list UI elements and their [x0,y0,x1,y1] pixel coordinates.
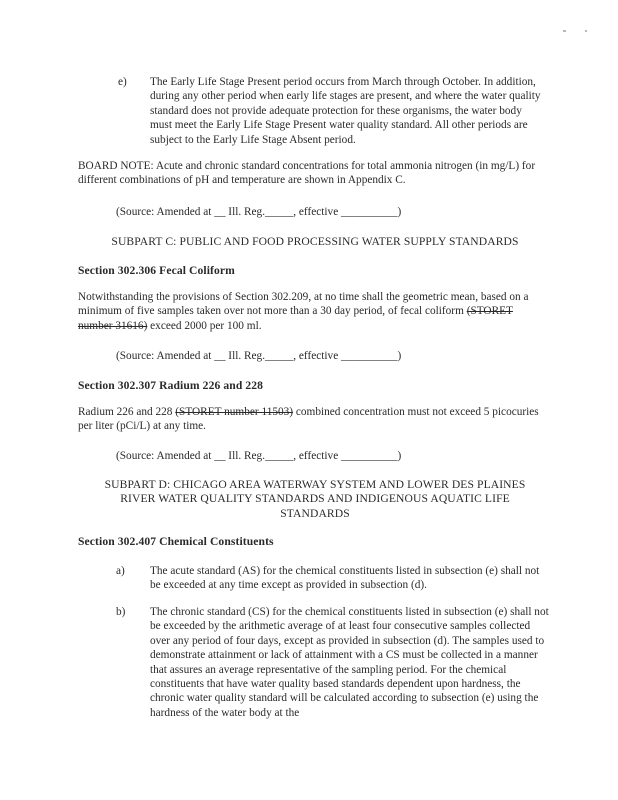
section-302-307-text-end: combined concentration must not exceed 5 picocuries per liter (pCi/L) at any time. [78,406,539,433]
deleted-storet-number: (STORET number 11503) [175,406,294,418]
section-302-306-text-end: exceed 2000 per 100 ml. [147,319,262,332]
section-302-307-text [78,405,548,434]
section-302-307-text-start: Radium 226 and 228 [78,406,176,418]
section-302-307-heading: Section 302.307 Radium 226 and 228 [78,379,264,392]
item-a-label: a) [116,565,125,577]
board-note: BOARD NOTE: Acute and chronic standard concentrations for total ammonia nitrogen (in mg/L) for different combinations of pH and temperature are shown in Appendix C. [78,160,536,187]
source-note-2: (Source: Amended at __ Ill. Reg._____, effective __________) [116,350,402,362]
subpart-d-heading [50,478,580,521]
section-302-407-heading: Section 302.407 Chemical Constituents [78,535,274,548]
item-a-text: The acute standard (AS) for the chemical constituents listed in subsection (e) shall not be exceeded at any time except as provided in subsection (d). [150,565,540,592]
scan-speck [563,30,566,32]
subpart-c-heading: SUBPART C: PUBLIC AND FOOD PROCESSING WATER SUPPLY STANDARDS [111,235,519,248]
subpart-d-line-1: SUBPART D: CHICAGO AREA WATERWAY SYSTEM AND LOWER DES PLAINES [104,478,526,491]
source-note-3: (Source: Amended at __ Ill. Reg._____, effective __________) [116,450,402,462]
section-302-306-text-start: Notwithstanding the provisions of Section 302.209, at no time shall the geometric mean, based on a minimum of five samples taken over not more than a 30 day period, of fecal coliform [78,291,529,318]
deleted-storet-number: (STORET number 31616) [78,305,513,332]
subpart-d-line-2: RIVER WATER QUALITY STANDARDS AND INDIGENOUS AQUATIC LIFE [120,492,510,506]
item-b-label: b) [116,606,126,618]
scan-speck [585,30,587,32]
subpart-d-line-3: STANDARDS [280,506,350,520]
item-e-text: The Early Life Stage Present period occurs from March through October. In addition, during any other period when early life stages are present, and where the water quality standard does not provide adequate protection for these organisms, the water body must meet the Early Life Stage Present water quality standard. All other periods are subject to the Early Life Stage Absent period. [150,76,541,146]
section-302-306-heading: Section 302.306 Fecal Coliform [78,264,235,277]
item-b-text: The chronic standard (CS) for the chemical constituents listed in subsection (e) shall not be exceeded by the arithmetic average of at least four consecutive samples collected over any period of four days, except as provided in subsection (d). The samples used to demonstrate attainment or lack of attainment with a CS must be collected in a manner that assures an average representative of the sampling period. For the chemical constituents that have water quality based standards dependent upon hardness, the chronic water quality standard will be calculated according to subsection (e) using the hardness of the water body at the [150,606,549,719]
source-note-1: (Source: Amended at __ Ill. Reg._____, effective __________) [116,206,402,218]
section-302-306-text [78,290,548,333]
item-e-label: e) [118,76,127,88]
